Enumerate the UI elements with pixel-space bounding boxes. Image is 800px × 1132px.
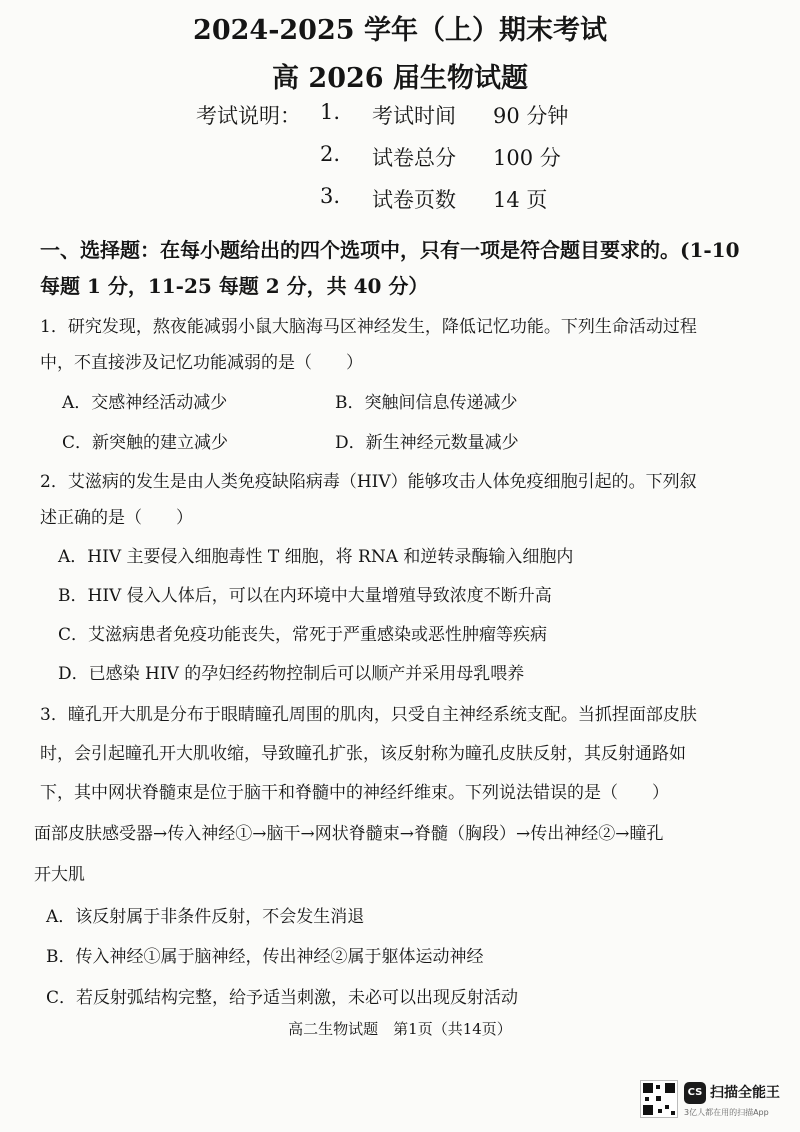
exam-info-value: 14 页	[493, 188, 548, 212]
camscanner-logo-icon: CS	[684, 1082, 706, 1104]
reflex-path: 面部皮肤感受器→传入神经①→脑干→网状脊髓束→脊髓（胸段）→传出神经②→瞳孔	[34, 824, 664, 844]
scanner-watermark	[640, 1080, 800, 1120]
qr-code-icon	[640, 1080, 678, 1118]
exam-info-num: 3.	[320, 184, 341, 208]
reflex-path-cont: 开大肌	[34, 865, 85, 885]
option-a: A．HIV 主要侵入细胞毒性 T 细胞，将 RNA 和逆转录酶输入细胞内	[58, 547, 574, 567]
option-d: D．新生神经元数量减少	[335, 433, 519, 453]
question-stem: 下，其中网状脊髓束是位于脑干和脊髓中的神经纤维束。下列说法错误的是（ ）	[40, 783, 669, 803]
option-a: A．交感神经活动减少	[62, 393, 228, 413]
brand-name: 扫描全能王	[710, 1085, 780, 1101]
option-c: C．新突触的建立减少	[62, 433, 229, 453]
question-stem: 中，不直接涉及记忆功能减弱的是（ ）	[40, 353, 363, 373]
option-c: C．若反射弧结构完整，给予适当刺激，未必可以出现反射活动	[46, 988, 519, 1008]
question-stem: 2．艾滋病的发生是由人类免疫缺陷病毒（HIV）能够攻击人体免疫细胞引起的。下列叙	[40, 472, 697, 492]
option-b: B．HIV 侵入人体后，可以在内环境中大量增殖导致浓度不断升高	[58, 586, 552, 606]
exam-info-value: 90 分钟	[493, 104, 569, 128]
question-stem: 述正确的是（ ）	[40, 508, 193, 528]
exam-info-num: 1.	[320, 100, 341, 124]
option-b: B．传入神经①属于脑神经，传出神经②属于躯体运动神经	[46, 947, 484, 967]
exam-subtitle: 高 2026 届生物试题	[272, 63, 528, 94]
option-d: D．已感染 HIV 的孕妇经药物控制后可以顺产并采用母乳喂养	[58, 664, 525, 684]
exam-info-name: 试卷页数	[372, 188, 456, 212]
exam-title: 2024-2025 学年（上）期末考试	[193, 15, 607, 46]
exam-info-num: 2.	[320, 142, 341, 166]
option-b: B．突触间信息传递减少	[335, 393, 518, 413]
question-stem: 时，会引起瞳孔开大肌收缩，导致瞳孔扩张，该反射称为瞳孔皮肤反射，其反射通路如	[40, 744, 686, 764]
exam-info-value: 100 分	[493, 146, 561, 170]
exam-info-label: 考试说明：	[196, 104, 301, 128]
page-footer: 高二生物试题 第1页（共14页）	[288, 1020, 512, 1038]
question-stem: 1．研究发现，熬夜能减弱小鼠大脑海马区神经发生，降低记忆功能。下列生命活动过程	[40, 317, 697, 337]
exam-info-name: 试卷总分	[372, 146, 456, 170]
section-heading: 一、选择题：在每小题给出的四个选项中，只有一项是符合题目要求的。(1-10	[40, 238, 740, 262]
option-a: A．该反射属于非条件反射，不会发生消退	[46, 907, 365, 927]
section-heading-cont: 每题 1 分，11-25 每题 2 分，共 40 分）	[40, 274, 429, 298]
question-stem: 3．瞳孔开大肌是分布于眼睛瞳孔周围的肌肉，只受自主神经系统支配。当抓捏面部皮肤	[40, 705, 697, 725]
exam-info-name: 考试时间	[372, 104, 456, 128]
brand-tagline: 3亿人都在用的扫描App	[684, 1108, 769, 1117]
option-c: C．艾滋病患者免疫功能丧失，常死于严重感染或恶性肿瘤等疾病	[58, 625, 548, 645]
